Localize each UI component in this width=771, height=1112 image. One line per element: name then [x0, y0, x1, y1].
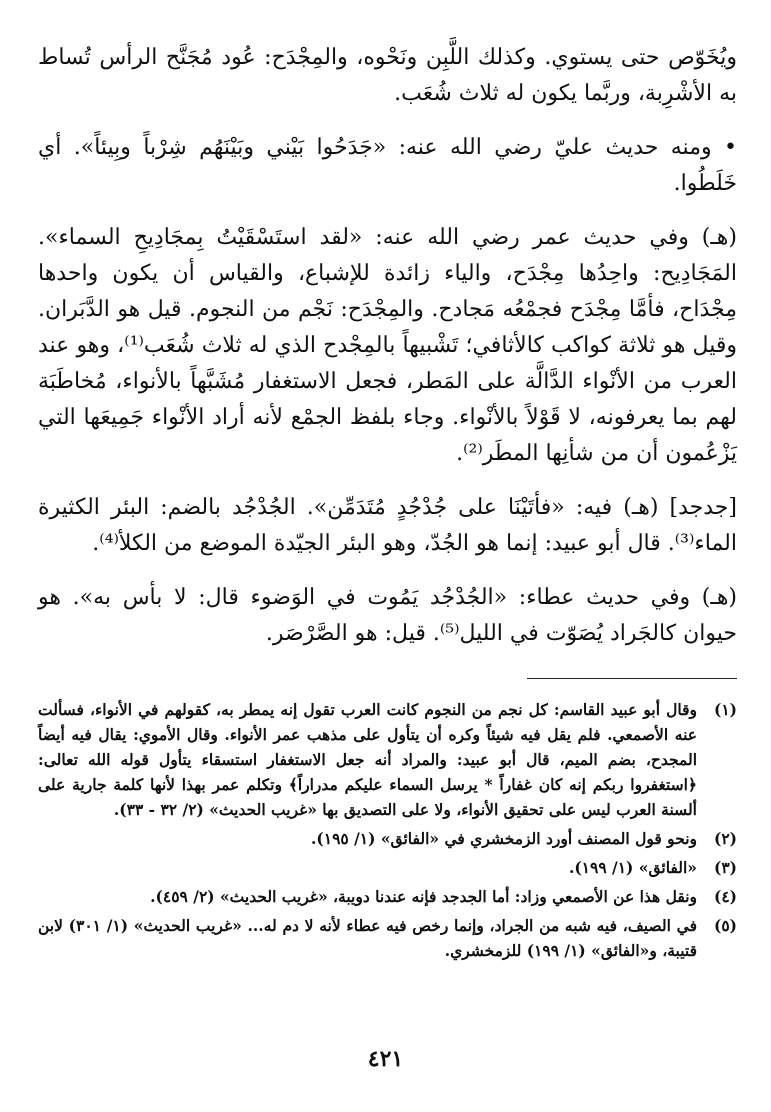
footnote-divider	[527, 678, 737, 679]
footnote-number: (٢)	[713, 829, 737, 848]
paragraph-3: (هـ) وفي حديث عمر رضي الله عنه: «لقد استَسْقَيْتُ بِمجَادِيحِ السماء». المَجَادِيح: واحِدُها مِجْدَح، والياء زائدة للإشباع، والقياس أن يكون واحدها مِجْدَاح، فأمَّا مِجْدَح فجمْعُه مَجادح. والمِجْدَح: نَجْم من النجوم. قيل هو الدَّبَران. وقيل هو ثلاثة كواكب كالأثافي؛ تَشْبيهاً بالمِجْدح الذي له ثلاث شُعَب⁽¹⁾، وهو عند العرب من الأنْواء الدَّالَّة على المَطر، فجعل الاستغفار مُشَبَّهاً بالأنواء، مُخاطَبَة لهم بما يعرفونه، لا قَوْلاً بالأنْواء. وجاء بلفظ الجمْع لأنه أراد الأنْواء جَمِيعَها التي يَزْعُمون أن من شأنِها المطَر⁽²⁾.	[38, 225, 738, 466]
footnote-3	[38, 855, 737, 880]
footnote-text: في الصيف، فيه شبه من الجراد، وإنما رخص فيه عطاء لأنه لا دم له... «غريب الحديث» (١/ ٣٠١) لابن قتيبة، و«الفائق» (١/ ١٩٩) للزمخشري.	[38, 916, 697, 960]
footnote-1	[38, 697, 737, 822]
page-number: ٤٢١	[367, 1046, 404, 1072]
footnote-number: (٣)	[713, 858, 737, 877]
footnote-2	[38, 826, 737, 851]
paragraph-5: (هـ) وفي حديث عطاء: «الجُدْجُد يَمُوت في الوَضوء قال: لا بأس به». هو حيوان كالجَراد يُصَوّت في الليل⁽⁵⁾. قيل: هو الصَّرْصَر.	[38, 585, 737, 646]
footnote-4	[38, 884, 737, 909]
footnote-text: ونحو قول المصنف أورد الزمخشري في «الفائق» (١/ ١٩٥).	[311, 829, 697, 848]
footnote-5	[38, 913, 737, 963]
footnote-text: ونقل هذا عن الأصمعي وزاد: أما الجدجد فإنه عندنا دويبة، «غريب الحديث» (٢/ ٤٥٩).	[150, 887, 697, 906]
footnote-number: (٤)	[713, 887, 737, 906]
footnote-number: (١)	[713, 700, 737, 719]
footnote-number: (٥)	[713, 916, 737, 935]
footnote-text: وقال أبو عبيد القاسم: كل نجم من النجوم كانت العرب تقول إنه يمطر به، كقولهم في الأنواء، فسألت عنه الأصمعي. فلم يقل فيه شيئاً وكره أن يتأول على مذهب عمر الأنواء. وقال الأموي: يقال فيه أيضاً المجدح، بضم الميم، قال أبو عبيد: والمراد أنه جعل الاستغفار استسقاء يتأول قوله الله تعالى: ﴿استغفروا ربكم إنه كان غفاراً * يرسل السماء عليكم مدراراً﴾ وتكلم عمر بهذا لأنها كلمة جارية على ألسنة العرب ليس على تحقيق الأنواء، ولا على التصديق بها «غريب الحديث» (٢/ ٣٢ - ٣٣).	[38, 700, 697, 819]
footnote-text: «الفائق» (١/ ١٩٩).	[568, 858, 697, 877]
paragraph-4: [جدجد] (هـ) فيه: «فأتَيْنَا على جُدْجُدٍ مُتَدَمِّن». الجُدْجُد بالضم: البئر الكثيرة الماء⁽³⁾. قال أبو عبيد: إنما هو الجُدّ، وهو البئر الجيّدة الموضع من الكلأ⁽⁴⁾.	[38, 495, 737, 556]
paragraph-1: ويُخَوّص حتى يستوي. وكذلك اللَّبِن ونَحْوه، والمِجْدَح: عُود مُجَنَّح الرأس تُساط به الأشْرِبة، وربَّما يكون له ثلاث شُعَب.	[38, 45, 737, 106]
document-page	[38, 40, 737, 1112]
paragraph-2: • ومنه حديث عليّ رضي الله عنه: «جَدَحُوا بَيْني وبَيْنَهُم شِرْباً وبِيئاً». أي خَلَطُوا.	[38, 135, 737, 196]
